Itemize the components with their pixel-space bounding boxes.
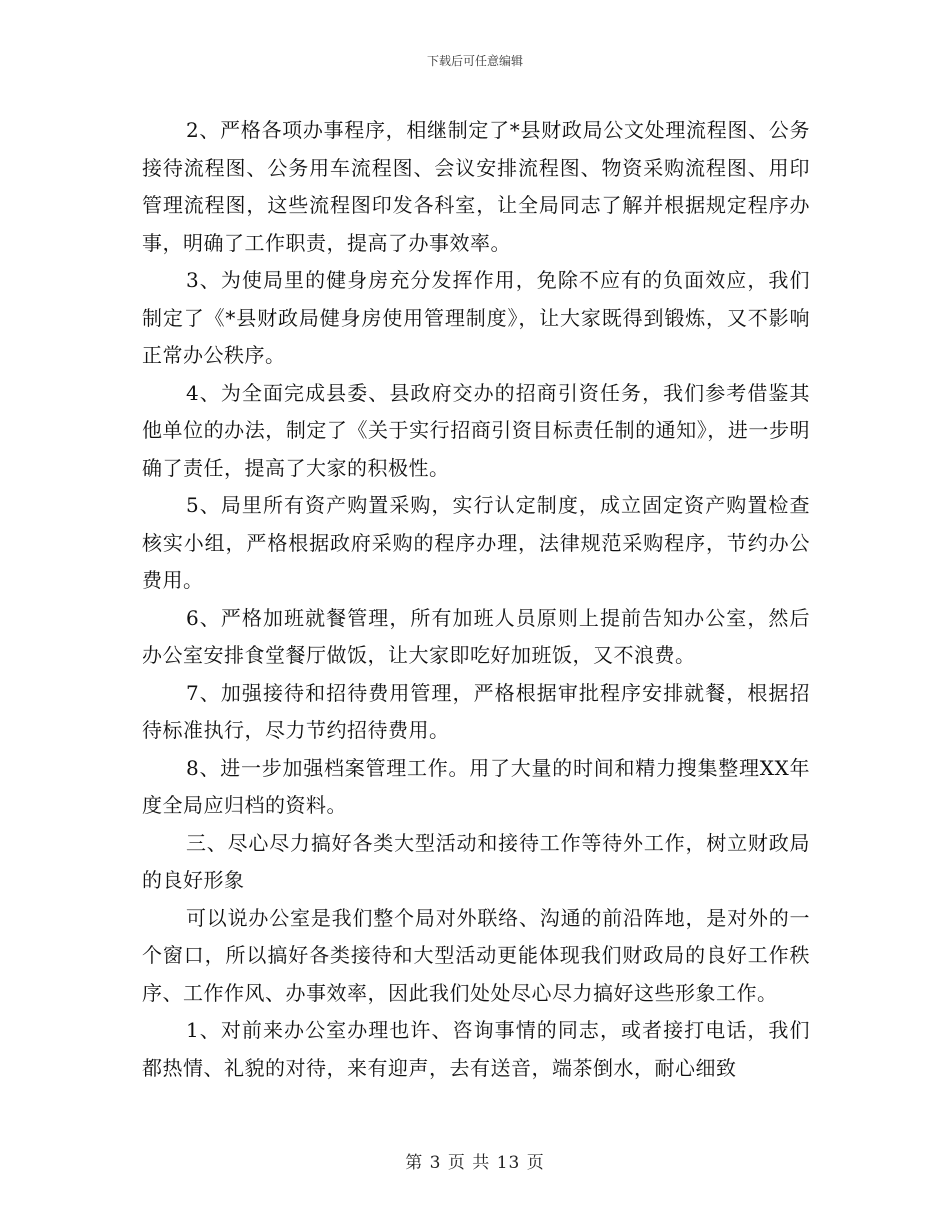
paragraph-item-2: 2、严格各项办事程序，相继制定了*县财政局公文处理流程图、公务接待流程图、公务用车流程图、会议安排流程图、物资采购流程图、用印管理流程图，这些流程图印发各科室，让全局同志了解并根据规定程序办事，明确了工作职责，提高了办事效率。 xyxy=(142,118,810,255)
document-body xyxy=(142,112,810,1087)
paragraph-item-8: 8、进一步加强档案管理工作。用了大量的时间和精力搜集整理XX年度全局应归档的资料。 xyxy=(142,755,810,817)
paragraph-item-5: 5、局里所有资产购置采购，实行认定制度，成立固定资产购置检查核实小组，严格根据政府采购的程序办理，法律规范采购程序，节约办公费用。 xyxy=(142,493,810,592)
paragraph-item-3: 3、为使局里的健身房充分发挥作用，免除不应有的负面效应，我们制定了《*县财政局健身房使用管理制度》，让大家既得到锻炼，又不影响正常办公秩序。 xyxy=(142,268,810,367)
paragraph-item-7: 7、加强接待和招待费用管理，严格根据审批程序安排就餐，根据招待标准执行，尽力节约招待费用。 xyxy=(142,680,810,742)
paragraph-item-1: 1、对前来办公室办理也许、咨询事情的同志，或者接打电话，我们都热情、礼貌的对待，来有迎声，去有送音，端茶倒水，耐心细致 xyxy=(142,1018,810,1080)
page-number-footer: 第 3 页 共 13 页 xyxy=(405,1153,545,1173)
paragraph-item-6: 6、严格加班就餐管理，所有加班人员原则上提前告知办公室，然后办公室安排食堂餐厅做饭，让大家即吃好加班饭，又不浪费。 xyxy=(142,605,810,667)
paragraph-item-4: 4、为全面完成县委、县政府交办的招商引资任务，我们参考借鉴其他单位的办法，制定了《关于实行招商引资目标责任制的通知》，进一步明确了责任，提高了大家的积极性。 xyxy=(142,380,810,480)
page-header-note: 下载后可任意编辑 xyxy=(426,54,523,68)
section-heading-3: 三、尽心尽力搞好各类大型活动和接待工作等待外工作，树立财政局的良好形象 xyxy=(142,830,810,892)
paragraph-intro: 可以说办公室是我们整个局对外联络、沟通的前沿阵地，是对外的一个窗口，所以搞好各类接待和大型活动更能体现我们财政局的良好工作秩序、工作作风、办事效率，因此我们处处尽心尽力搞好这些形象工作。 xyxy=(142,905,810,1005)
